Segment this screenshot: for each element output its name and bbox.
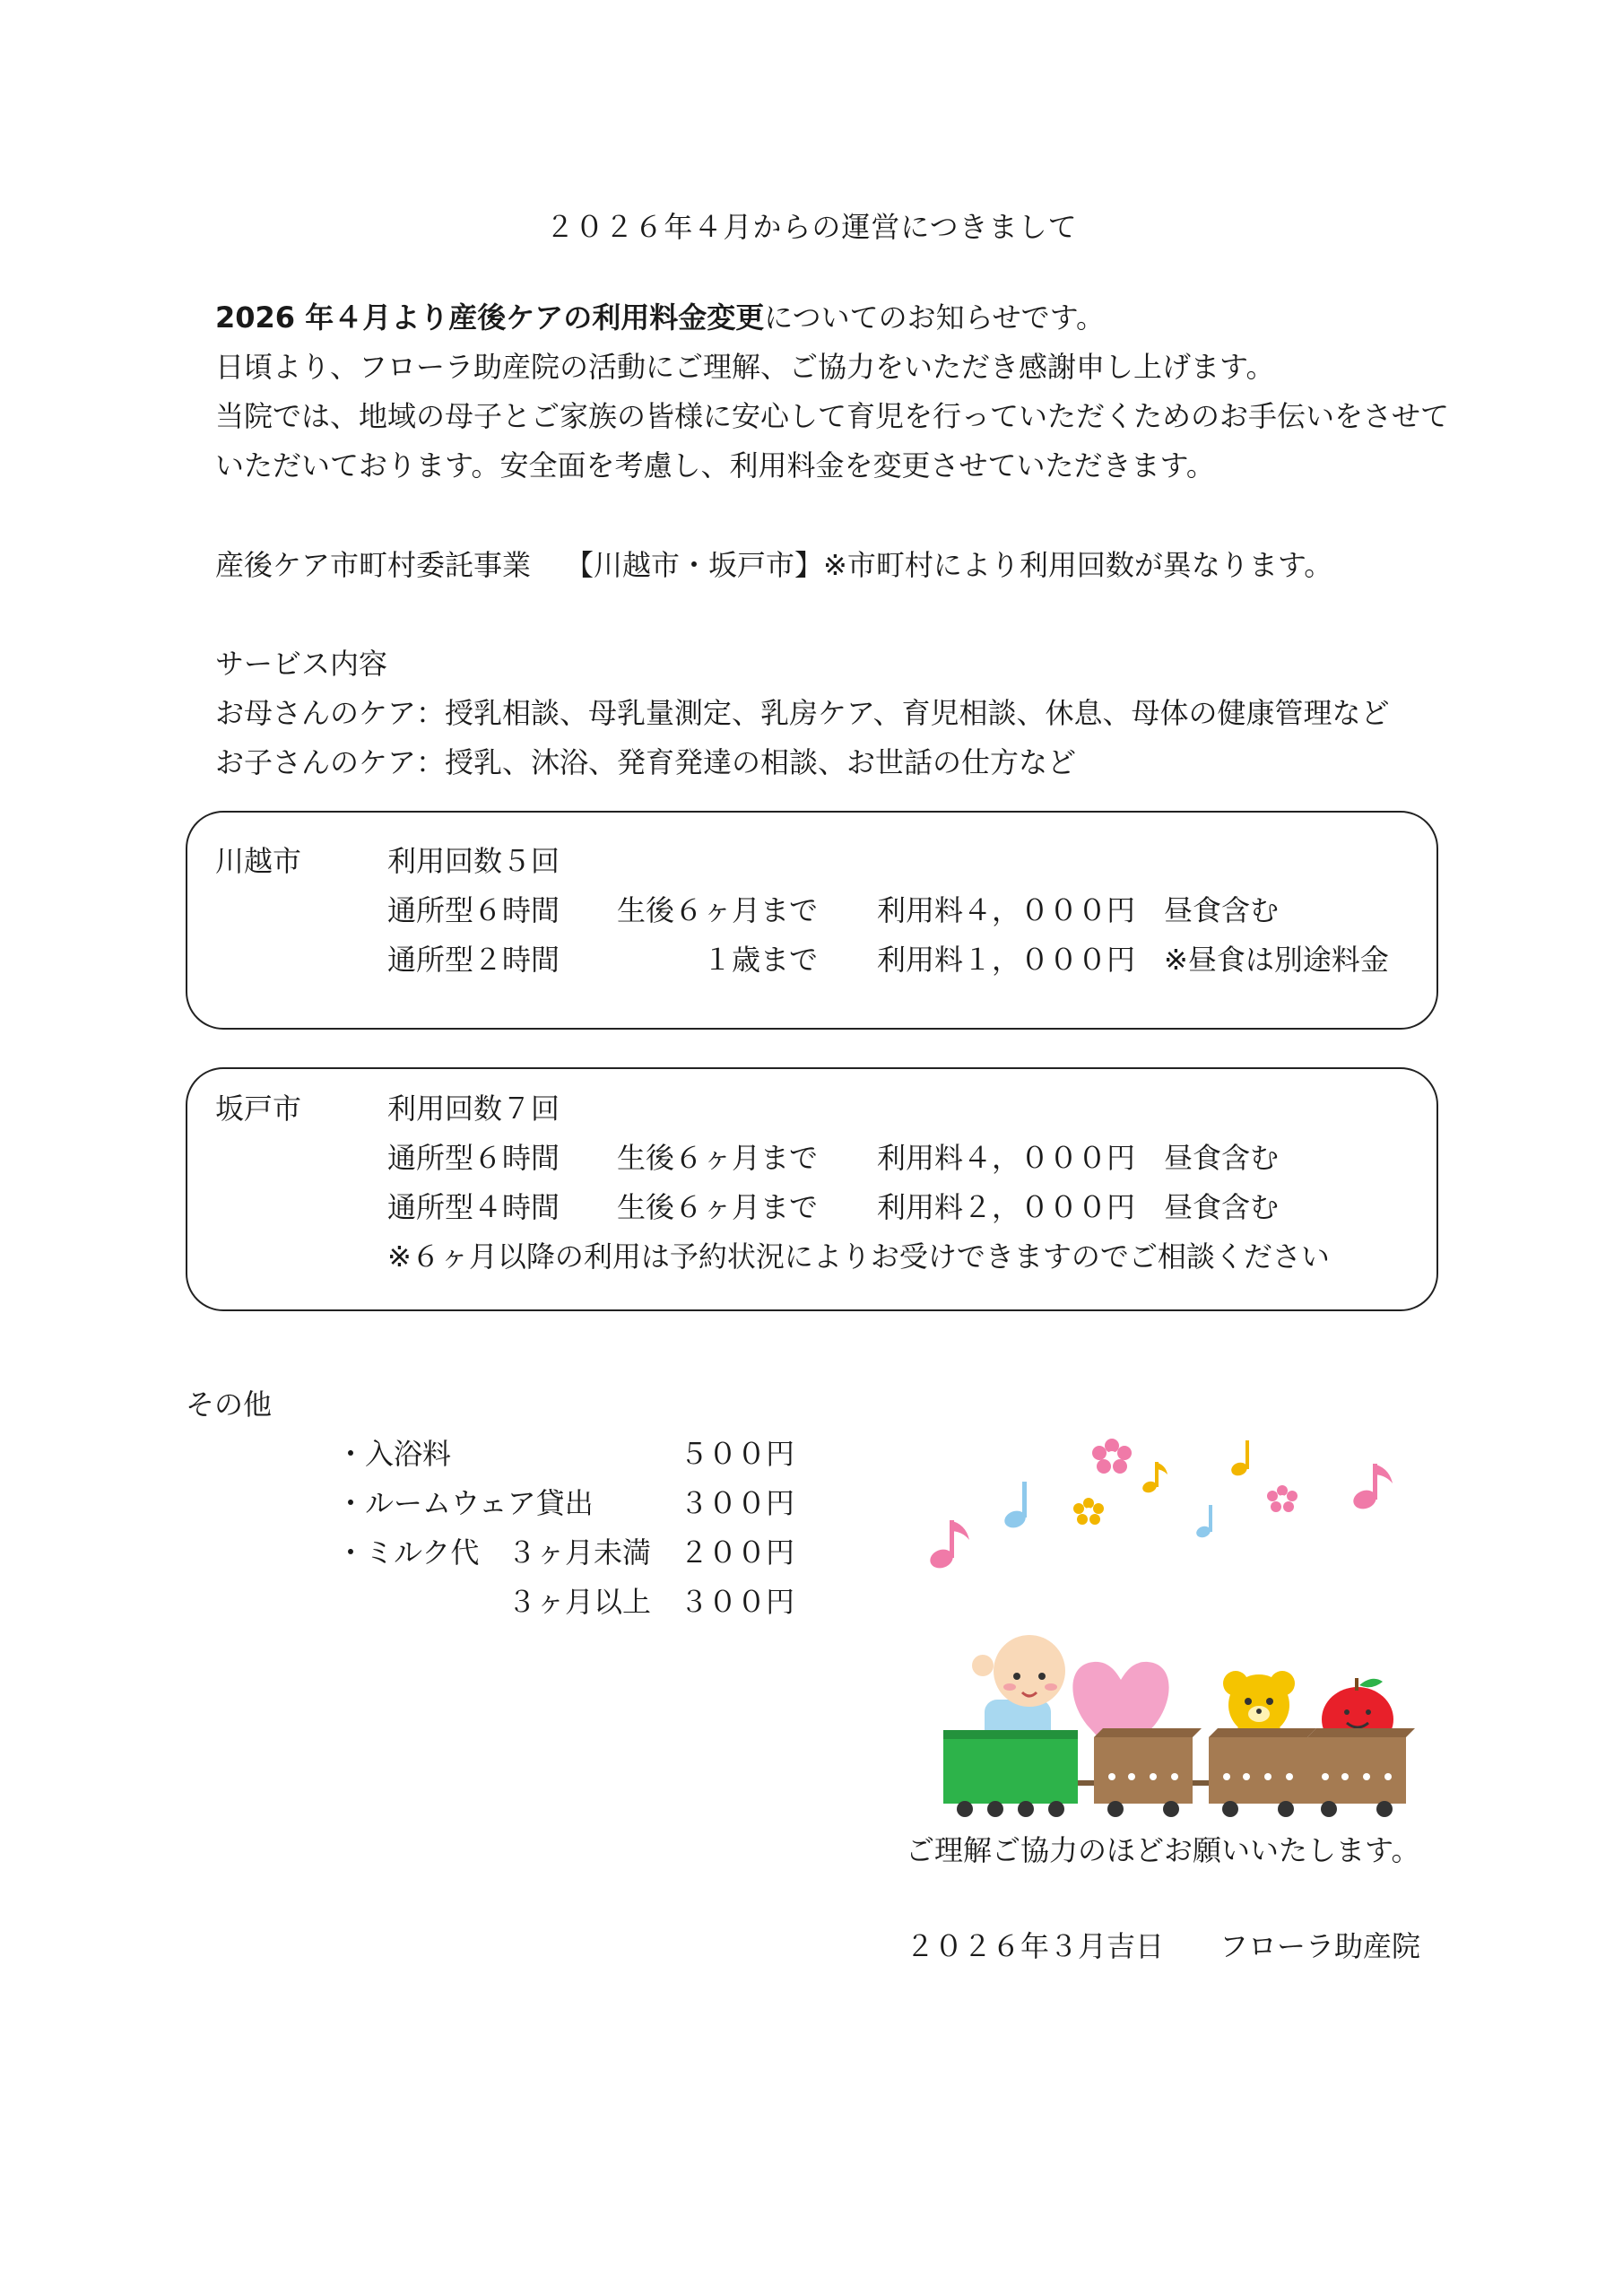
music-note-icon <box>1229 1440 1249 1478</box>
service-heading: サービス内容 <box>215 647 388 681</box>
service-child-care: お子さんのケア：授乳、沐浴、発育発達の相談、お世話の仕方など <box>215 745 1077 779</box>
other-item-label: ・ルームウェア貸出 <box>336 1486 594 1520</box>
music-notes-illustration <box>924 1426 1426 1570</box>
train-car-brown <box>1209 1728 1316 1804</box>
flower-icon <box>1073 1498 1104 1525</box>
other-item-sub: ３ヶ月以上 <box>508 1585 652 1619</box>
train-wheels <box>957 1801 1393 1817</box>
intro-line-1 <box>215 300 1105 335</box>
other-item-price: ３００円 <box>679 1585 794 1619</box>
intro-highlight: 2026 年４月より産後ケアの利用料金変更 <box>215 300 765 335</box>
project-cities-note: 【川越市・坂戸市】※市町村により利用回数が異なります。 <box>565 548 1333 582</box>
sakado-row-fee: 利用料２，０００円 <box>877 1190 1136 1224</box>
kawagoe-row-type: 通所型２時間 <box>387 943 560 977</box>
intro-line-1-rest: についてのお知らせです。 <box>764 300 1106 335</box>
intro-line-4: いただいております。安全面を考慮し、利用料金を変更させていただきます。 <box>215 448 1215 483</box>
music-note-icon <box>1141 1462 1167 1494</box>
kawagoe-row-age: １歳まで <box>702 943 818 977</box>
sakado-row-type: 通所型６時間 <box>387 1141 560 1175</box>
sakado-note: ※６ヶ月以降の利用は予約状況によりお受けできますのでご相談ください <box>387 1239 1330 1274</box>
kawagoe-row-fee: 利用料４，０００円 <box>877 893 1136 927</box>
closing-message: ご理解ご協力のほどお願いいたします。 <box>906 1833 1420 1867</box>
kawagoe-row-age: 生後６ヶ月まで <box>616 893 818 927</box>
music-note-icon <box>927 1520 969 1571</box>
sakado-city: 坂戸市 <box>215 1091 302 1126</box>
sakado-row-age: 生後６ヶ月まで <box>616 1190 818 1224</box>
footer-date: ２０２６年３月吉日 <box>906 1929 1165 1963</box>
train-car-brown <box>1307 1728 1415 1804</box>
other-item-sub: ３ヶ月未満 <box>508 1535 652 1570</box>
other-item-label: ・入浴料 <box>336 1437 452 1471</box>
kawagoe-row-fee: 利用料１，０００円 <box>877 943 1136 977</box>
sakado-count: 利用回数７回 <box>387 1091 560 1126</box>
toy-train-illustration <box>933 1619 1417 1821</box>
sakado-row-age: 生後６ヶ月まで <box>616 1141 818 1175</box>
project-label: 産後ケア市町村委託事業 <box>215 548 532 582</box>
train-car-green <box>943 1730 1078 1804</box>
flower-icon <box>1092 1439 1132 1474</box>
other-item-price: ２００円 <box>679 1535 794 1570</box>
other-item-price: ３００円 <box>679 1486 794 1520</box>
footer-org: フローラ助産院 <box>1219 1929 1421 1963</box>
flower-icon <box>1267 1485 1298 1512</box>
kawagoe-row-type: 通所型６時間 <box>387 893 560 927</box>
music-note-icon <box>1350 1464 1393 1512</box>
kawagoe-count: 利用回数５回 <box>387 844 560 878</box>
other-item-price: ５００円 <box>679 1437 794 1471</box>
kawagoe-row-meal: 昼食含む <box>1164 893 1280 927</box>
sakado-row-fee: 利用料４，０００円 <box>877 1141 1136 1175</box>
intro-line-3: 当院では、地域の母子とご家族の皆様に安心して育児を行っていただくためのお手伝いをさせて <box>215 399 1450 433</box>
other-item-label: ・ミルク代 <box>336 1535 480 1570</box>
kawagoe-city: 川越市 <box>215 844 302 878</box>
sakado-row-type: 通所型４時間 <box>387 1190 560 1224</box>
music-note-icon <box>1002 1482 1028 1531</box>
other-heading: その他 <box>186 1387 273 1422</box>
train-car-brown <box>1094 1728 1202 1804</box>
sakado-row-meal: 昼食含む <box>1164 1190 1280 1224</box>
kawagoe-row-meal: ※昼食は別途料金 <box>1164 943 1389 977</box>
sakado-row-meal: 昼食含む <box>1164 1141 1280 1175</box>
service-mother-care: お母さんのケア：授乳相談、母乳量測定、乳房ケア、育児相談、休息、母体の健康管理など <box>215 696 1390 730</box>
intro-line-2: 日頃より、フローラ助産院の活動にご理解、ご協力をいただき感謝申し上げます。 <box>215 350 1275 384</box>
page-title: ２０２６年４月からの運営につきまして <box>545 210 1078 244</box>
music-note-icon <box>1194 1505 1212 1539</box>
